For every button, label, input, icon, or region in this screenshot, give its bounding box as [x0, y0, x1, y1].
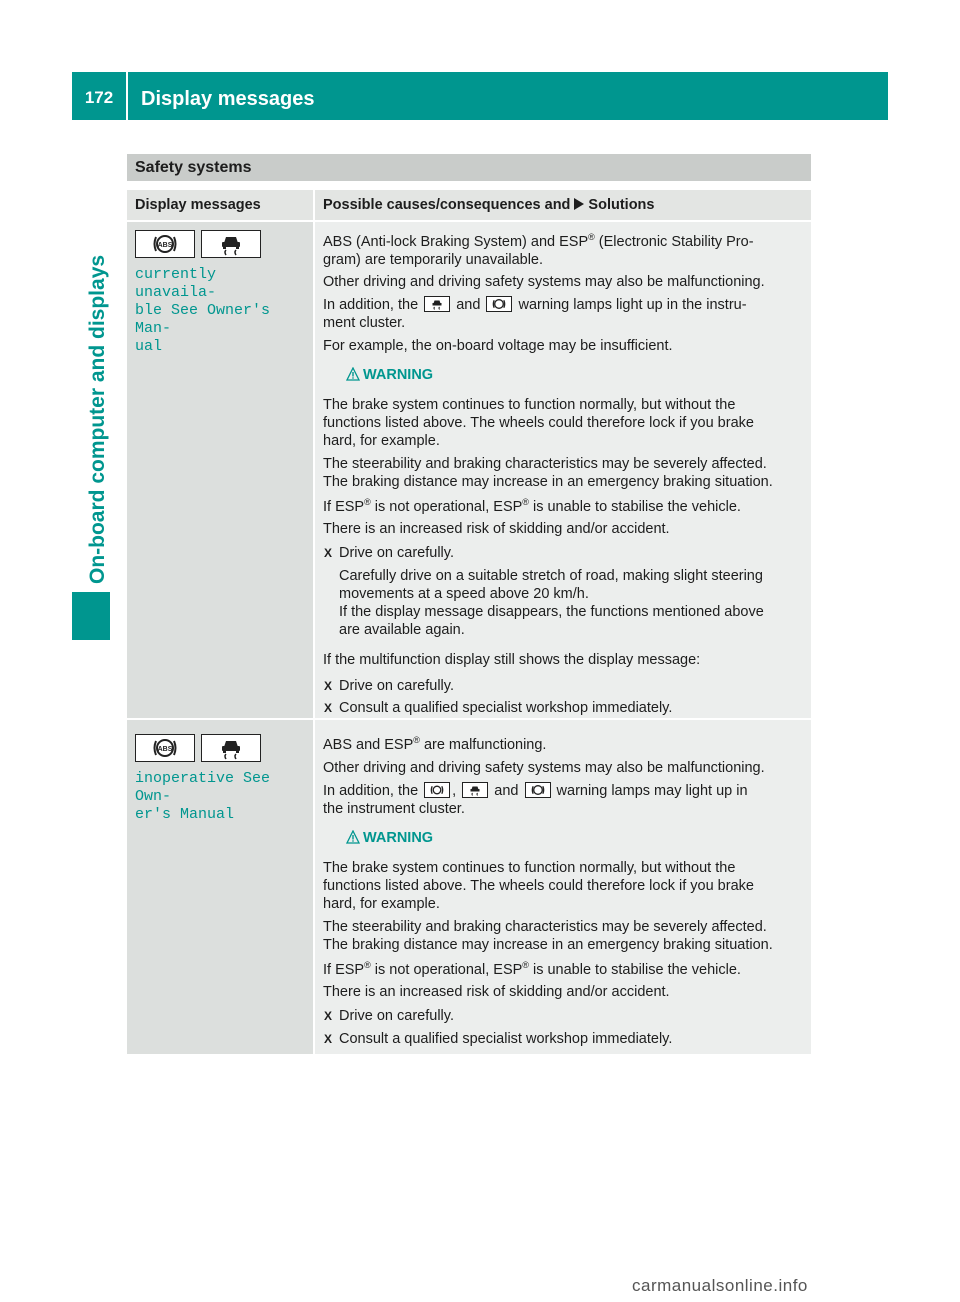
svg-text:ABS: ABS — [157, 746, 173, 753]
instruction-step: X Drive on carefully. — [324, 545, 454, 561]
warning-text: The steerability and braking characteristics may be severely affected. — [323, 919, 767, 935]
abs-icon — [135, 230, 195, 258]
paragraph: the instrument cluster. — [323, 801, 465, 817]
warning-text: The braking distance may increase in an emergency braking situation. — [323, 937, 773, 953]
page-number: 172 — [84, 88, 114, 107]
display-message-code — [135, 770, 305, 824]
warning-heading: WARNING — [363, 366, 433, 384]
esp-skid-car-icon — [201, 734, 261, 762]
warning-text: There is an increased risk of skidding and/or accident. — [323, 521, 670, 537]
warning-text: The brake system continues to function normally, but without the — [323, 397, 736, 413]
warning-text: There is an increased risk of skidding and/or accident. — [323, 984, 670, 1000]
bullet-play-icon: X — [324, 679, 333, 693]
warning-text: hard, for example. — [323, 433, 440, 449]
bullet-play-icon: X — [324, 701, 333, 715]
warning-text: If ESP® is not operational, ESP® is unable to stabilise the vehicle. — [323, 497, 741, 515]
esp-skid-car-icon — [201, 230, 261, 258]
esp-skid-car-icon — [462, 782, 488, 798]
abs-icon — [486, 296, 512, 312]
code-line: inoperative See Own‑ — [135, 770, 271, 805]
paragraph: ABS and ESP® are malfunctioning. — [323, 735, 547, 753]
abs-icon — [525, 782, 551, 798]
paragraph: If the multifunction display still shows the display message: — [323, 652, 701, 668]
instruction-step: X Consult a qualified specialist workshop immediately. — [324, 1031, 673, 1047]
column-header-causes-text: Possible causes/consequences and — [323, 197, 571, 213]
instruction-detail: movements at a speed above 20 km/h. — [339, 586, 589, 602]
column-header-display-messages: Display messages — [127, 190, 313, 220]
play-arrow-icon — [574, 198, 584, 210]
paragraph: In addition, the and warning lamps light up in the instru- — [323, 297, 747, 313]
column-header-solutions-text: Solutions — [588, 197, 655, 213]
paragraph: Other driving and driving safety systems may also be malfunctioning. — [323, 760, 765, 776]
instruction-detail: are available again. — [339, 622, 465, 638]
warning-text: The braking distance may increase in an emergency braking situation. — [323, 474, 773, 490]
warning-triangle-icon — [346, 367, 360, 386]
paragraph: ment cluster. — [323, 315, 406, 331]
warning-triangle-icon — [346, 830, 360, 849]
paragraph: Other driving and driving safety systems may also be malfunctioning. — [323, 274, 765, 290]
abs-icon — [135, 734, 195, 762]
watermark: carmanualsonline.info — [632, 1276, 808, 1295]
instruction-step: X Drive on carefully. — [324, 1008, 454, 1024]
paragraph: ABS (Anti-lock Braking System) and ESP® (Electronic Stability Pro- — [323, 232, 754, 250]
warning-text: functions listed above. The wheels could therefore lock if you brake — [323, 878, 754, 894]
esp-skid-car-icon — [424, 296, 450, 312]
code-line: er's Manual — [135, 806, 235, 823]
code-line: currently unavaila‑ — [135, 266, 217, 301]
warning-text: The steerability and braking characteristics may be severely affected. — [323, 456, 767, 472]
display-message-code — [135, 266, 305, 356]
svg-text:ABS: ABS — [157, 242, 173, 249]
warning-text: functions listed above. The wheels could therefore lock if you brake — [323, 415, 754, 431]
warning-heading: WARNING — [363, 829, 433, 847]
instruction-step: X Consult a qualified specialist workshop immediately. — [324, 700, 673, 716]
paragraph: gram) are temporarily unavailable. — [323, 252, 544, 268]
page-title: Display messages — [141, 88, 315, 110]
column-header-causes-solutions — [315, 190, 811, 220]
warning-text: hard, for example. — [323, 896, 440, 912]
side-tab-label: On-board computer and displays — [86, 254, 109, 584]
brake-circle-icon — [424, 782, 450, 798]
paragraph: In addition, the , and warning lamps may light up in — [323, 783, 748, 799]
paragraph: For example, the on-board voltage may be insufficient. — [323, 338, 673, 354]
bullet-play-icon: X — [324, 546, 333, 560]
instruction-detail: If the display message disappears, the functions mentioned above — [339, 604, 764, 620]
bullet-play-icon: X — [324, 1009, 333, 1023]
warning-text: If ESP® is not operational, ESP® is unable to stabilise the vehicle. — [323, 960, 741, 978]
instruction-step: X Drive on carefully. — [324, 678, 454, 694]
section-title: Safety systems — [135, 159, 252, 176]
code-line: ual — [135, 338, 163, 355]
warning-text: The brake system continues to function normally, but without the — [323, 860, 736, 876]
side-tab-block — [72, 592, 110, 640]
instruction-detail: Carefully drive on a suitable stretch of road, making slight steering — [339, 568, 763, 584]
header-divider — [126, 72, 128, 120]
bullet-play-icon: X — [324, 1032, 333, 1046]
code-line: ble See Owner's Man‑ — [135, 302, 271, 337]
